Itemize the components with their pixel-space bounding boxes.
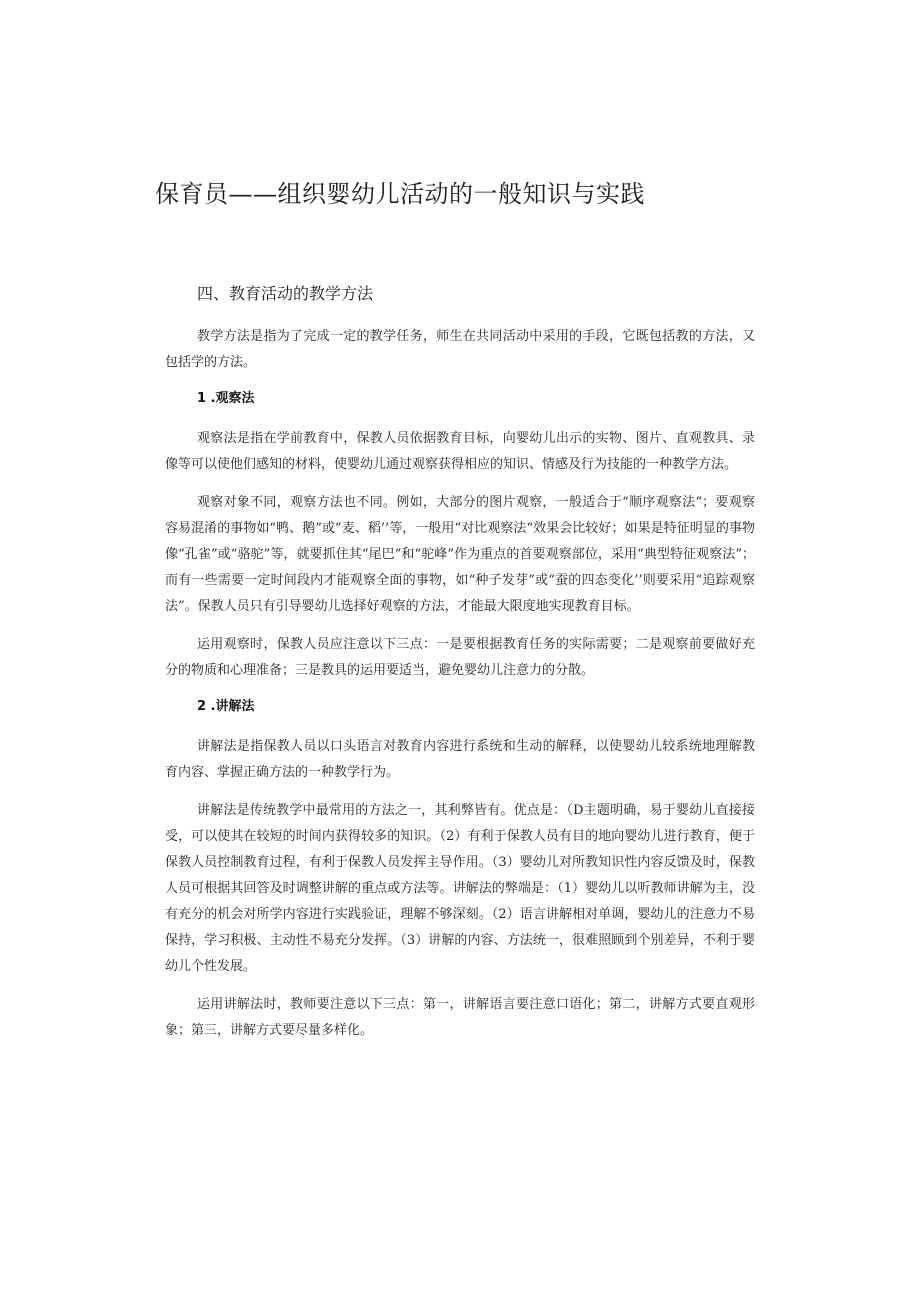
method-heading-observation: 1 .观察法 [197,391,255,406]
section-heading: 四、教育活动的教学方法 [197,284,374,303]
method-heading-explanation: 2 .讲解法 [197,699,255,714]
method-observation [165,388,755,684]
document-title: 保育员——组织婴幼儿活动的一般知识与实践 [155,180,645,208]
explanation-notes-paragraph: 运用讲解法时，教师要注意以下三点：第一，讲解语言要注意口语化；第二，讲解方式要直观形象；第三，讲解方式要尽量多样化。 [165,997,755,1038]
observation-notes-paragraph: 运用观察时，保教人员应注意以下三点：一是要根据教育任务的实际需要；二是观察前要做好充分的物质和心理准备；三是教具的运用要适当，避免婴幼儿注意力的分散。 [165,637,755,678]
explanation-definition-paragraph: 讲解法是指保教人员以口头语言对教育内容进行系统和生动的解释，以使婴幼儿较系统地理解教育内容、掌握正确方法的一种教学行为。 [165,739,755,780]
observation-types-paragraph: 观察对象不同，观察方法也不同。例如，大部分的图片观察，一般适合于“顺序观察法“；要观察容易混淆的事物如“鸭、鹅”或”麦、稻’’等，一般用“对比观察法“效果会比较好；如果是特征明显的事物像“孔雀”或“骆驼”等，就要抓住其“尾巴”和“驼峰”作为重点的首要观察部位，采用“典型特征观察法”；而有一些需要一定时间段内才能观察全面的事物，如“种子发芽”或“蚕的四态变化’’则要采用“追踪观察法”。保教人员只有引导婴幼儿选择好观察的方法，才能最大限度地实现教育目标。 [165,495,755,614]
document-body [165,280,755,1056]
intro-paragraph: 教学方法是指为了完成一定的教学任务，师生在共同活动中采用的手段，它既包括教的方法，又包括学的方法。 [165,329,755,370]
observation-definition-paragraph: 观察法是指在学前教育中，保教人员依据教育目标，向婴幼儿出示的实物、图片、直观教具、录像等可以使他们感知的材料，使婴幼儿通过观察获得相应的知识、情感及行为技能的一种教学方法。 [165,431,755,472]
method-explanation [165,696,755,1044]
explanation-pros-cons-paragraph: 讲解法是传统教学中最常用的方法之一，其利弊皆有。优点是：（D主题明确，易于婴幼儿直接接受，可以使其在较短的时间内获得较多的知识。（2）有利于保教人员有目的地向婴幼儿进行教育，便于保教人员控制教育过程，有利于保教人员发挥主导作用。（3）婴幼儿对所教知识性内容反馈及时，保教人员可根据其回答及时调整讲解的重点或方法等。讲解法的弊端是：（1）婴幼儿以听教师讲解为主，没有充分的机会对所学内容进行实践验证，理解不够深刻。（2）语言讲解相对单调，婴幼儿的注意力不易保持，学习积极、主动性不易充分发挥。（3）讲解的内容、方法统一，很难照顾到个别差异，不利于婴幼儿个性发展。 [165,803,755,974]
